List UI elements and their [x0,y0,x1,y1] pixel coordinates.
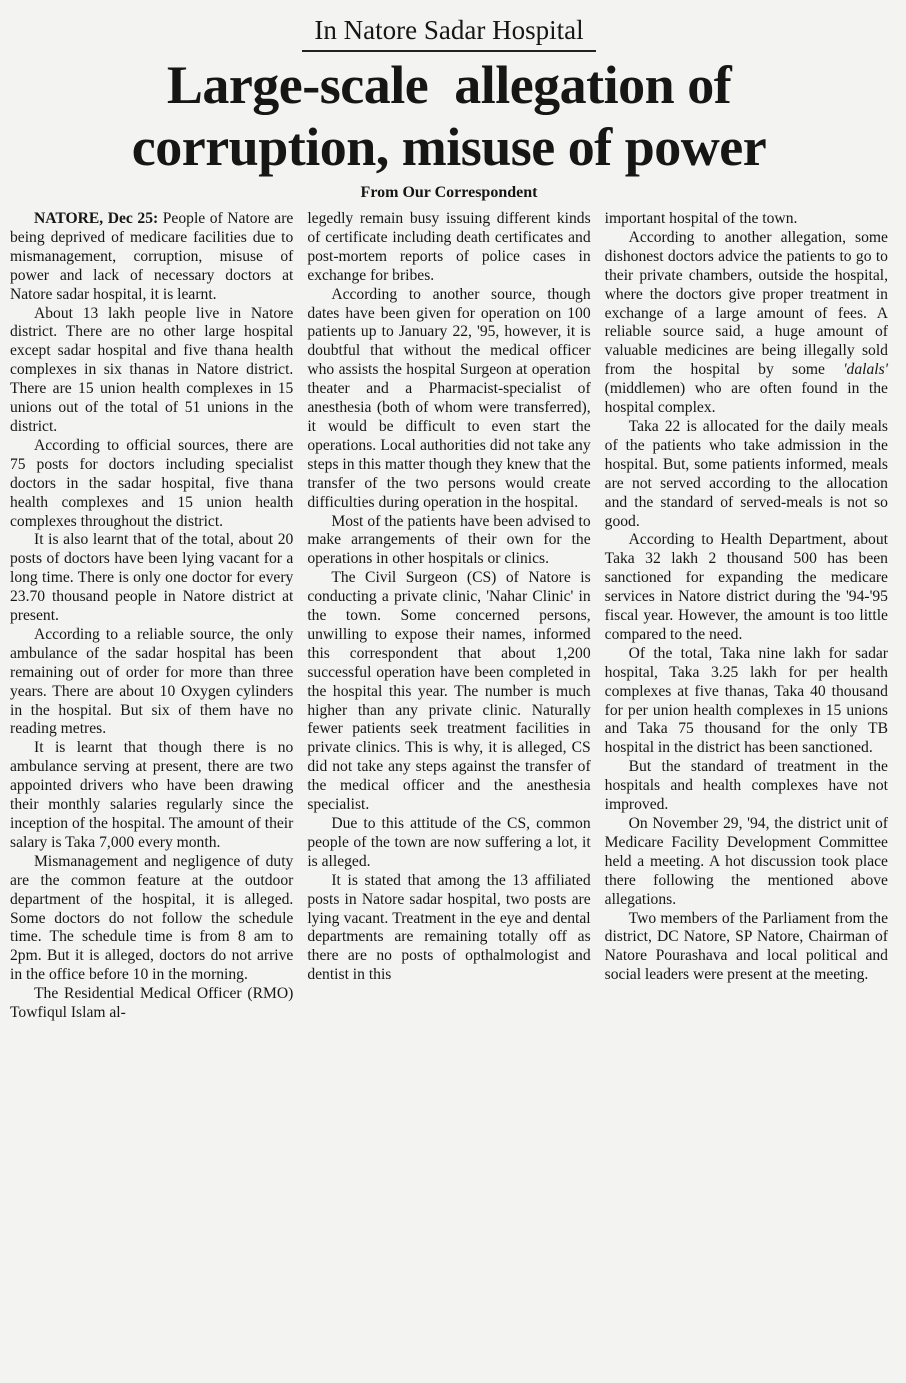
paragraph [10,210,293,305]
paragraph: Mismanagement and negligence of duty are the common feature at the outdoor department of the hospital, it is alleged. Some doctors do not follow the schedule time. The schedule time is from 8 am to 2pm. But it is alleged, doctors do not arrive in the office before 10 in the morning. [10,852,294,984]
kicker: In Natore Sadar Hospital [302,12,595,52]
paragraph: Most of the patients have been advised to make arrangements of their own for the operations in other hospitals or clinics. [307,512,591,568]
paragraph-text: According to another allegation, some dishonest doctors advice the patients to go to their private chambers, outside the hospital, where the doctors give proper treatment in exchange of a large amount of fees. A reliable source said, a huge amount of valuable medicines are being illegally sold from the hospital by some [604,228,888,379]
paragraph: According to Health Department, about Taka 32 lakh 2 thousand 500 has been sanctioned for expanding the medicare services in Natore district during the '94-'95 fiscal year. However, the amount is too little compared to the need. [604,531,888,643]
column-3 [605,210,888,985]
paragraph: About 13 lakh people live in Natore district. There are no other large hospital except sadar hospital and five thana health complexes in six thanas in Natore district. There are 15 union health complexes in 15 unions out of the total of 51 unions in the district. [10,304,294,435]
article-body [10,210,888,1023]
paragraph [605,229,888,418]
paragraph: It is also learnt that of the total, about 20 posts of doctors have been lying vacant for a long time. There is only one doctor for every 23.70 thousand people in Natore district at present. [10,531,294,625]
paragraph: Two members of the Parliament from the district, DC Natore, SP Natore, Chairman of Natore Pourashava and local political and social leaders were present at the meeting. [604,909,888,984]
paragraph-text: People of Natore are being deprived of medicare facilities due to mismanagement, corruption, misuse of power and lack of necessary doctors at Natore sadar hospital, it is learnt. [10,210,294,303]
paragraph: According to another source, though dates have been given for operation on 100 patients up to January 22, '95, however, it is doubtful that without the medical officer who assists the hospital Surgeon at operation theater and a Pharmacist-specialist of anesthesia (both of whom were transferred), it would be difficult to even start the operations. Local authorities did not take any steps in this matter though they knew that the transfer of the two persons would create difficulties during operation in the hospital. [307,285,591,511]
paragraph: But the standard of treatment in the hospitals and health complexes have not improved. [604,758,888,814]
paragraph: The Civil Surgeon (CS) of Natore is conducting a private clinic, 'Nahar Clinic' in the town. Some concerned persons, unwilling to expose their names, informed this correspondent that about 1,200 successful operation have been completed in the hospital this year. The number is much higher than any private clinic. Naturally fewer patients seek treatment facilities in private clinics. This is why, it is alleged, CS did not take any steps against the transfer of the medical officer and the anesthesia specialist. [307,569,591,814]
paragraph: According to a reliable source, the only ambulance of the sadar hospital has been remaining out of order for more than three years. There are about 10 Oxygen cylinders in the hospital. But six of them have no reading metres. [10,625,294,738]
column-2 [307,210,590,985]
headline-line-1: Large-scale allegation of [166,55,732,115]
dalals-term: 'dalals' [843,361,888,379]
paragraph-text: (middlemen) who are often found in the hospital complex. [604,380,888,417]
headline-line-2: corruption, misuse of power [131,117,767,177]
paragraph: On November 29, '94, the district unit of Medicare Facility Development Committee held a meeting. A hot discussion took place there following the mentioned above allegations. [604,815,888,908]
paragraph: important hospital of the town. [604,210,798,227]
byline: From Our Correspondent [360,184,538,201]
kicker-container [10,8,888,52]
dateline: NATORE, Dec 25: [34,210,159,227]
paragraph: It is stated that among the 13 affiliated posts in Natore sadar hospital, two posts are lying vacant. Treatment in the eye and dental departments are remaining totally off as there are no posts of opthalmologist and dentist in this [307,871,591,984]
paragraph: legedly remain busy issuing different kinds of certificate including death certificates and post-mortem reports of police cases in exchange for bribes. [307,210,591,284]
paragraph: According to official sources, there are 75 posts for doctors including specialist doctors in the sadar hospital, five thana health complexes and 15 union health complexes throughout the district. [10,436,294,530]
column-1 [10,210,293,1023]
paragraph: Of the total, Taka nine lakh for sadar hospital, Taka 3.25 lakh for per health complexes at five thanas, Taka 40 thousand for per union health complexes in 15 unions and Taka 75 thousand for the only TB hospital in the district has been sanctioned. [604,644,888,757]
paragraph: Due to this attitude of the CS, common people of the town are now suffering a lot, it is alleged. [307,815,591,870]
paragraph: It is learnt that though there is no ambulance serving at present, there are two appointed drivers who have been drawing their monthly salaries regularly since the inception of the hospital. The amount of their salary is Taka 7,000 every month. [10,739,294,851]
paragraph: The Residential Medical Officer (RMO) Towfiqul Islam al- [10,985,294,1022]
headline [10,54,888,178]
paragraph: Taka 22 is allocated for the daily meals of the patients who take admission in the hospital. But, some patients informed, meals are not served according to the allocation and the standard of served-meals is not so good. [604,417,888,530]
